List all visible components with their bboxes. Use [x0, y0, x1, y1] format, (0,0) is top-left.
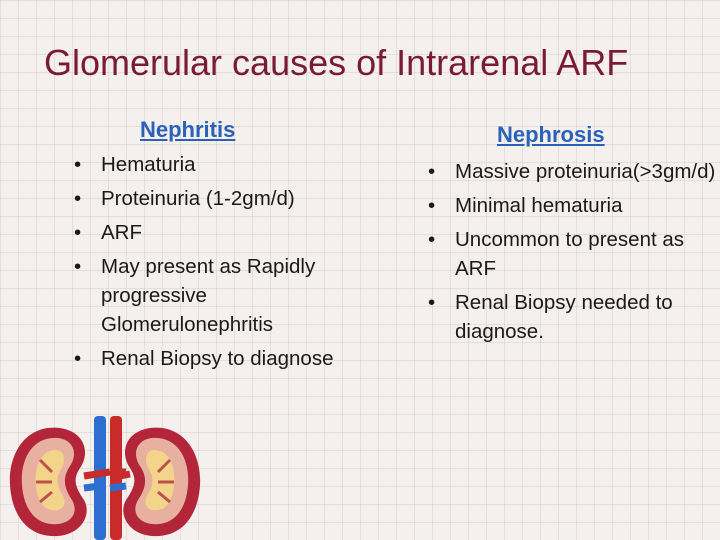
kidney-illustration-icon	[0, 410, 210, 540]
nephrosis-heading: Nephrosis	[497, 122, 605, 147]
list-item: • Proteinuria (1-2gm/d)	[74, 184, 364, 213]
nephrosis-list	[428, 157, 718, 351]
list-item: • Renal Biopsy needed to diagnose.	[428, 288, 718, 346]
list-item: • May present as Rapidly progressive Glomerulonephritis	[74, 252, 364, 339]
list-item: • Uncommon to present as ARF	[428, 225, 718, 283]
list-item: • Massive proteinuria(>3gm/d)	[428, 157, 718, 186]
list-item: • Renal Biopsy to diagnose	[74, 344, 364, 373]
list-item: • Hematuria	[74, 150, 364, 179]
list-item: • ARF	[74, 218, 364, 247]
slide-title: Glomerular causes of Intrarenal ARF	[44, 42, 629, 83]
nephritis-heading: Nephritis	[140, 117, 236, 142]
nephritis-list	[74, 150, 364, 378]
list-item: • Minimal hematuria	[428, 191, 718, 220]
